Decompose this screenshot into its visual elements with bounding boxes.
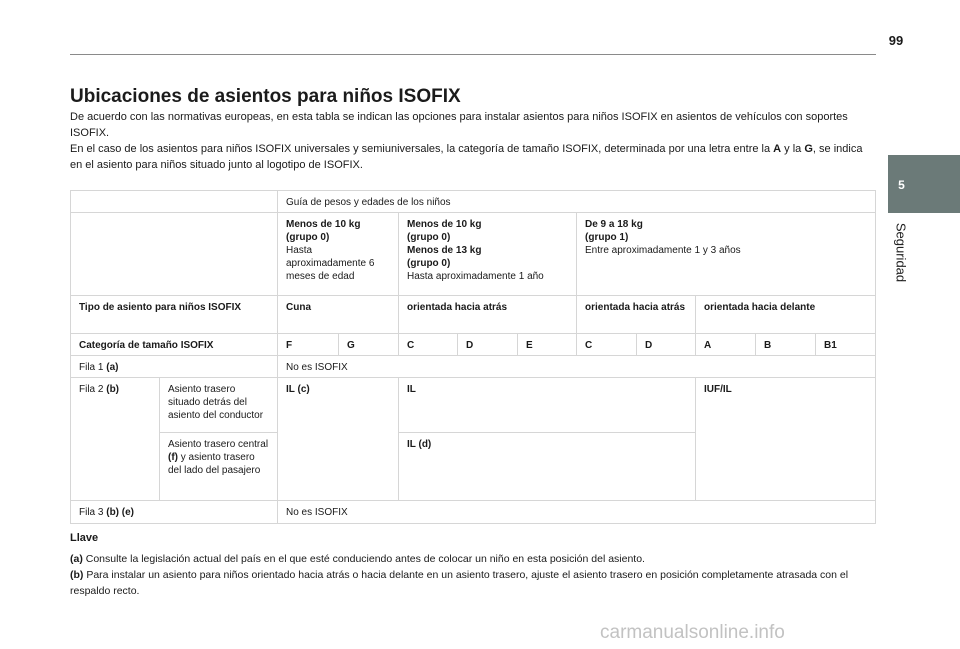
size-category-value: C <box>576 333 637 356</box>
note-text: Para instalar un asiento para niños orientado hacia atrás o hacia delante en un asiento trasero, ajuste el asiento trasero en posición completamente atrasada con el respaldo recto. <box>70 569 849 597</box>
table-corner-cell <box>70 190 278 213</box>
header-rule <box>70 54 876 55</box>
note-a <box>70 551 876 567</box>
intro-paragraph-1: De acuerdo con las normativas europeas, en esta tabla se indican las opciones para instalar asientos para niños ISOFIX en asientos de vehículos con soportes ISOFIX. <box>70 111 848 139</box>
seat-note: (f) <box>168 452 178 463</box>
intro-paragraph-2 <box>70 141 876 173</box>
row-1-label <box>70 355 278 378</box>
row-2-rear-value-driver: IL <box>398 377 696 433</box>
row-2-label <box>70 377 160 501</box>
chapter-tab[interactable] <box>888 155 960 213</box>
row-2-cuna-value: IL (c) <box>277 377 399 501</box>
row-2-driver-side-seat: Asiento trasero situado detrás del asiento del conductor <box>159 377 278 433</box>
row-1-value: No es ISOFIX <box>277 355 876 378</box>
row-label-text: Fila 3 <box>79 507 107 518</box>
size-category-value: A <box>695 333 756 356</box>
page-title: Ubicaciones de asientos para niños ISOFIX <box>70 86 461 107</box>
chapter-label-container <box>891 222 911 285</box>
watermark: carmanualsonline.info <box>600 622 785 643</box>
seat-text: Asiento trasero central <box>168 439 269 450</box>
page-number: 99 <box>888 33 904 48</box>
size-category-value: E <box>517 333 577 356</box>
letter-g: G <box>804 143 813 155</box>
row-note: (b) (e) <box>106 507 135 518</box>
weight-age-guide-header: Guía de pesos y edades de los niños <box>277 190 876 213</box>
note-tag: (b) <box>70 569 84 581</box>
group-0-cuna-cell <box>277 212 399 296</box>
group-1-cell <box>576 212 876 296</box>
table-empty-cell <box>70 212 278 296</box>
intro-p2-text: y la <box>781 143 805 155</box>
size-category-label: Categoría de tamaño ISOFIX <box>70 333 278 356</box>
seat-type-label: Tipo de asiento para niños ISOFIX <box>70 295 278 334</box>
row-note: (b) <box>106 384 120 395</box>
seat-type-front: orientada hacia delante <box>695 295 876 334</box>
group-weight: Menos de 10 kg <box>407 219 482 230</box>
size-category-value: D <box>457 333 518 356</box>
note-text: Consulte la legislación actual del país en el que esté conduciendo antes de colocar un niño en esta posición del asiento. <box>82 553 645 565</box>
size-category-value: B <box>755 333 816 356</box>
group-age: Hasta aproximadamente 6 meses de edad <box>286 245 375 282</box>
seat-type-rear: orientada hacia atrás <box>398 295 577 334</box>
size-category-value: B1 <box>815 333 876 356</box>
size-category-value: F <box>277 333 339 356</box>
note-tag: (a) <box>70 553 83 565</box>
group-name: (grupo 0) <box>407 258 451 269</box>
group-0-rear-cell <box>398 212 577 296</box>
row-3-label <box>70 500 278 524</box>
size-category-value: C <box>398 333 458 356</box>
group-name: (grupo 0) <box>407 232 451 243</box>
letter-a: A <box>773 143 782 155</box>
group-age: Hasta aproximadamente 1 año <box>407 271 544 282</box>
row-label-text: Fila 2 <box>79 384 107 395</box>
intro-p2-text: En el caso de los asientos para niños ISOFIX universales y semiuniversales, la categoría de tamaño ISOFIX, determinada por una letra entre la <box>70 143 774 155</box>
row-2-center-passenger-seat <box>159 432 278 501</box>
intro-text <box>70 109 876 173</box>
note-b <box>70 567 876 599</box>
intro-p2-text: , se indica en el asiento para niños situado junto al logotipo de ISOFIX. <box>70 143 863 171</box>
row-2-rear-value-center: IL (d) <box>398 432 696 501</box>
group-weight: Menos de 10 kg <box>286 219 361 230</box>
row-2-front-value: IUF/IL <box>695 377 876 501</box>
key-notes <box>70 551 876 599</box>
size-category-value: D <box>636 333 696 356</box>
isofix-table <box>70 190 876 524</box>
group-name: (grupo 0) <box>286 232 330 243</box>
group-name: (grupo 1) <box>585 232 629 243</box>
group-weight: Menos de 13 kg <box>407 245 482 256</box>
row-label-text: Fila 1 <box>79 362 107 373</box>
key-title: Llave <box>70 532 99 544</box>
chapter-label: Seguridad <box>893 222 909 283</box>
group-weight: De 9 a 18 kg <box>585 219 643 230</box>
group-age: Entre aproximadamente 1 y 3 años <box>585 245 741 256</box>
seat-type-cuna: Cuna <box>277 295 399 334</box>
row-note: (a) <box>106 362 119 373</box>
seat-text: y asiento trasero del lado del pasajero <box>168 452 261 476</box>
chapter-number: 5 <box>898 178 905 192</box>
seat-type-rear-2: orientada hacia atrás <box>576 295 696 334</box>
row-3-value: No es ISOFIX <box>277 500 876 524</box>
size-category-value: G <box>338 333 399 356</box>
